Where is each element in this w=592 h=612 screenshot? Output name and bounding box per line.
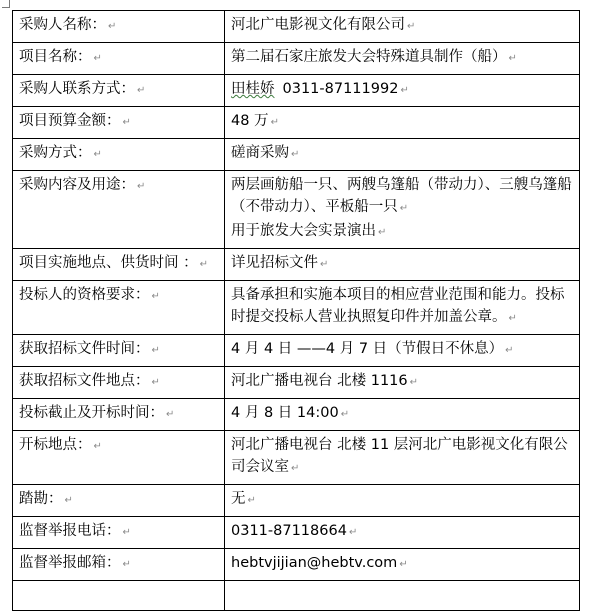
page-corner-mark (2, 0, 10, 8)
row-label: 踏勘： ↵ (13, 485, 225, 517)
table-row (13, 75, 580, 107)
row-label: 获取招标文件时间： ↵ (13, 335, 225, 367)
row-label: 开标地点： ↵ (13, 431, 225, 485)
row-value: 0311-87118664 ↵ (225, 517, 580, 549)
row-value: 河北广电影视文化有限公司 ↵ (225, 11, 580, 43)
row-label: 投标人的资格要求： ↵ (13, 281, 225, 335)
row-value: 4 月 4 日 ——4 月 7 日（节假日不休息） ↵ (225, 335, 580, 367)
row-label: 获取招标文件地点： ↵ (13, 367, 225, 399)
row-value: 详见招标文件 ↵ (225, 249, 580, 281)
row-label: 采购内容及用途： ↵ (13, 171, 225, 249)
table-row (13, 335, 580, 367)
table-row (13, 171, 580, 249)
table-row (13, 549, 580, 581)
row-value: 4 月 8 日 14:00 ↵ (225, 399, 580, 431)
table-row (13, 485, 580, 517)
row-value: 无 ↵ (225, 485, 580, 517)
row-value (225, 581, 580, 611)
table-row (13, 367, 580, 399)
table-row (13, 249, 580, 281)
table-row-empty (13, 581, 580, 611)
row-label (13, 581, 225, 611)
row-label: 项目实施地点、供货时间 ： ↵ (13, 249, 225, 281)
row-value: hebtvjijian@hebtv.com ↵ (225, 549, 580, 581)
row-label: 监督举报邮箱： ↵ (13, 549, 225, 581)
row-value: 48 万 ↵ (225, 107, 580, 139)
table-row (13, 107, 580, 139)
row-label: 采购人联系方式： ↵ (13, 75, 225, 107)
report-email: hebtvjijian@hebtv.com (231, 555, 398, 571)
table-row (13, 431, 580, 485)
contact-name: 田桂娇 (231, 81, 275, 97)
table-row (13, 281, 580, 335)
row-value: 两层画舫船一只、两艘乌篷船（带动力）、三艘乌篷船（不带动力）、平板船一只 ↵ 用于旅发大会实景演出 ↵ (225, 171, 580, 249)
contact-phone: 0311-87111992 (282, 81, 399, 97)
row-label: 项目名称： ↵ (13, 43, 225, 75)
row-value: 河北广播电视台 北楼 1116 ↵ (225, 367, 580, 399)
row-label: 监督举报电话： ↵ (13, 517, 225, 549)
row-value: 第二届石家庄旅发大会特殊道具制作（船） ↵ (225, 43, 580, 75)
row-value: 河北广播电视台 北楼 11 层河北广电影视文化有限公司会议室 ↵ (225, 431, 580, 485)
procurement-table (12, 10, 580, 611)
table-row (13, 399, 580, 431)
table-row (13, 11, 580, 43)
row-value: 田桂娇 0311-87111992 ↵ (225, 75, 580, 107)
row-value: 具备承担和实施本项目的相应营业范围和能力。投标时提交投标人营业执照复印件并加盖公章。 ↵ (225, 281, 580, 335)
row-label: 投标截止及开标时间： ↵ (13, 399, 225, 431)
table-row (13, 43, 580, 75)
row-label: 采购方式： ↵ (13, 139, 225, 171)
row-label: 项目预算金额： ↵ (13, 107, 225, 139)
row-value: 磋商采购 ↵ (225, 139, 580, 171)
row-label: 采购人名称： ↵ (13, 11, 225, 43)
table-row (13, 517, 580, 549)
table-row (13, 139, 580, 171)
